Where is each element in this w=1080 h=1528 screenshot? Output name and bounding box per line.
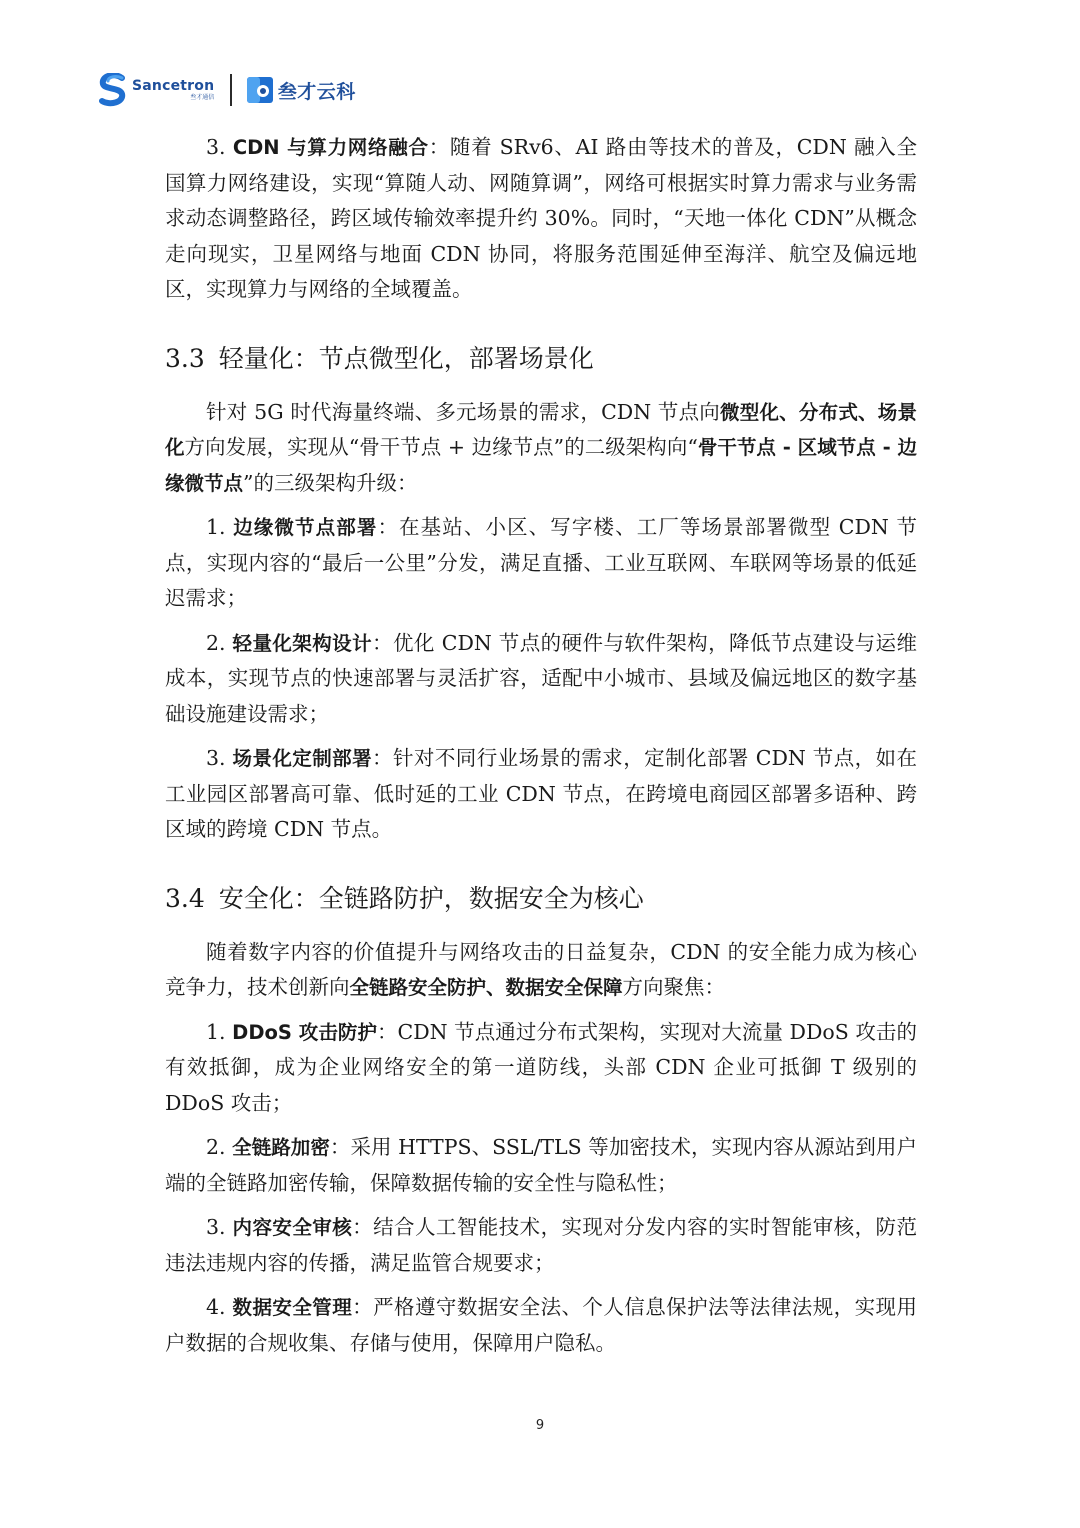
list-item bbox=[165, 510, 917, 617]
item-number: 4. bbox=[206, 1295, 226, 1319]
brand2-text: 叁才云科 bbox=[277, 80, 356, 103]
list-item bbox=[165, 626, 917, 733]
item-title: 数据安全管理 bbox=[232, 1296, 353, 1319]
item-number: 1. bbox=[206, 1019, 226, 1044]
text-run: ”的三级架构升级： bbox=[243, 470, 418, 495]
item-number: 2. bbox=[206, 630, 226, 655]
item-number: 1. bbox=[206, 515, 226, 539]
item-title: 全链路加密 bbox=[232, 1136, 330, 1159]
text-run: 随着数字内容的价值提升与网络攻击的日益复杂，CDN 的安全能力成为核心竞争力，技术创新向 bbox=[165, 939, 917, 999]
page-header bbox=[98, 70, 356, 110]
section-number: 3.3 bbox=[165, 343, 205, 373]
item-title: 边缘微节点部署 bbox=[233, 516, 378, 539]
item-text: ：严格遵守数据安全法、个人信息保护法等法律法规，实现用户数据的合规收集、存储与使用，保障用户隐私。 bbox=[165, 1295, 917, 1355]
item-text: ：随着 SRv6、AI 路由等技术的普及，CDN 融入全国算力网络建设，实现“算随人动、网随算调”，网络可根据实时算力需求与业务需求动态调整路径，跨区域传输效率提升约 30%。同时，“天地一体化 CDN”从概念走向现实，卫星网络与地面 CDN 协同，将服务范围延伸至海洋、航空及偏远地区，实现算力与网络的全域覆盖。 bbox=[165, 135, 917, 301]
document-body bbox=[165, 130, 917, 1361]
item-text: ：采用 HTTPS、SSL/TLS 等加密技术，实现内容从源站到用户端的全链路加密传输，保障数据传输的安全性与隐私性； bbox=[165, 1135, 917, 1195]
section-title: 轻量化：节点微型化，部署场景化 bbox=[218, 343, 594, 373]
bold-run: 骨干节点 - 区域节点 - 边缘微节点 bbox=[165, 436, 917, 495]
item-title: 轻量化架构设计 bbox=[232, 631, 373, 655]
item-text: ：在基站、小区、写字楼、工厂等场景部署微型 CDN 节点，实现内容的“最后一公里”分发，满足直播、工业互联网、车联网等场景的低延迟需求； bbox=[165, 515, 917, 610]
text-run: 方向聚焦： bbox=[622, 975, 726, 999]
section-title: 安全化：全链路防护，数据安全为核心 bbox=[218, 883, 644, 913]
item-title: DDoS 攻击防护 bbox=[232, 1020, 377, 1044]
bold-run: 全链路安全防护、数据安全保障 bbox=[349, 976, 623, 999]
sancetron-logo-icon bbox=[98, 73, 128, 107]
item-title: 场景化定制部署 bbox=[232, 747, 373, 770]
paragraph-3-4-intro bbox=[165, 935, 917, 1006]
paragraph-cdn-compute bbox=[165, 130, 917, 308]
brand-sancetron bbox=[132, 79, 214, 101]
item-number: 3. bbox=[206, 1215, 226, 1239]
text-run: 针对 5G 时代海量终端、多元场景的需求，CDN 节点向 bbox=[206, 399, 721, 424]
section-heading-3-4 bbox=[165, 879, 917, 919]
item-text: ：优化 CDN 节点的硬件与软件架构，降低节点建设与运维成本，实现节点的快速部署与灵活扩容，适配中小城市、县域及偏远地区的数字基础设施建设需求； bbox=[165, 630, 917, 726]
list-item bbox=[165, 741, 917, 848]
section-number: 3.4 bbox=[165, 883, 205, 913]
list-item bbox=[165, 1210, 917, 1281]
item-number: 3. bbox=[206, 135, 226, 159]
item-text: ：CDN 节点通过分布式架构，实现对大流量 DDoS 攻击的有效抵御，成为企业网络安全的第一道防线，头部 CDN 企业可抵御 T 级别的 DDoS 攻击； bbox=[165, 1019, 917, 1115]
section-heading-3-3 bbox=[165, 339, 917, 379]
item-title: 内容安全审核 bbox=[232, 1216, 353, 1239]
brand-cn-small-text: 叁才通信 bbox=[190, 94, 215, 101]
sancai-cloud-logo-icon bbox=[246, 75, 274, 105]
page-number: 9 bbox=[535, 1418, 545, 1433]
header-divider bbox=[230, 74, 232, 106]
text-run: 方向发展，实现从“骨干节点 + 边缘节点”的二级架构向“ bbox=[184, 435, 698, 459]
list-item bbox=[165, 1290, 917, 1361]
item-number: 3. bbox=[206, 746, 226, 770]
bold-run: 微型化、分布式、场景化 bbox=[165, 400, 917, 459]
item-number: 2. bbox=[206, 1135, 226, 1159]
item-text: ：结合人工智能技术，实现对分发内容的实时智能审核，防范违法违规内容的传播，满足监管合规要求； bbox=[165, 1215, 917, 1275]
item-title: CDN 与算力网络融合 bbox=[232, 136, 429, 159]
brand-en-text: Sancetron bbox=[132, 78, 215, 94]
list-item bbox=[165, 1130, 917, 1201]
item-text: ：针对不同行业场景的需求，定制化部署 CDN 节点，如在工业园区部署高可靠、低时延的工业 CDN 节点，在跨境电商园区部署多语种、跨区域的跨境 CDN 节点。 bbox=[165, 746, 917, 841]
list-item bbox=[165, 1015, 917, 1122]
paragraph-3-3-intro bbox=[165, 395, 917, 502]
